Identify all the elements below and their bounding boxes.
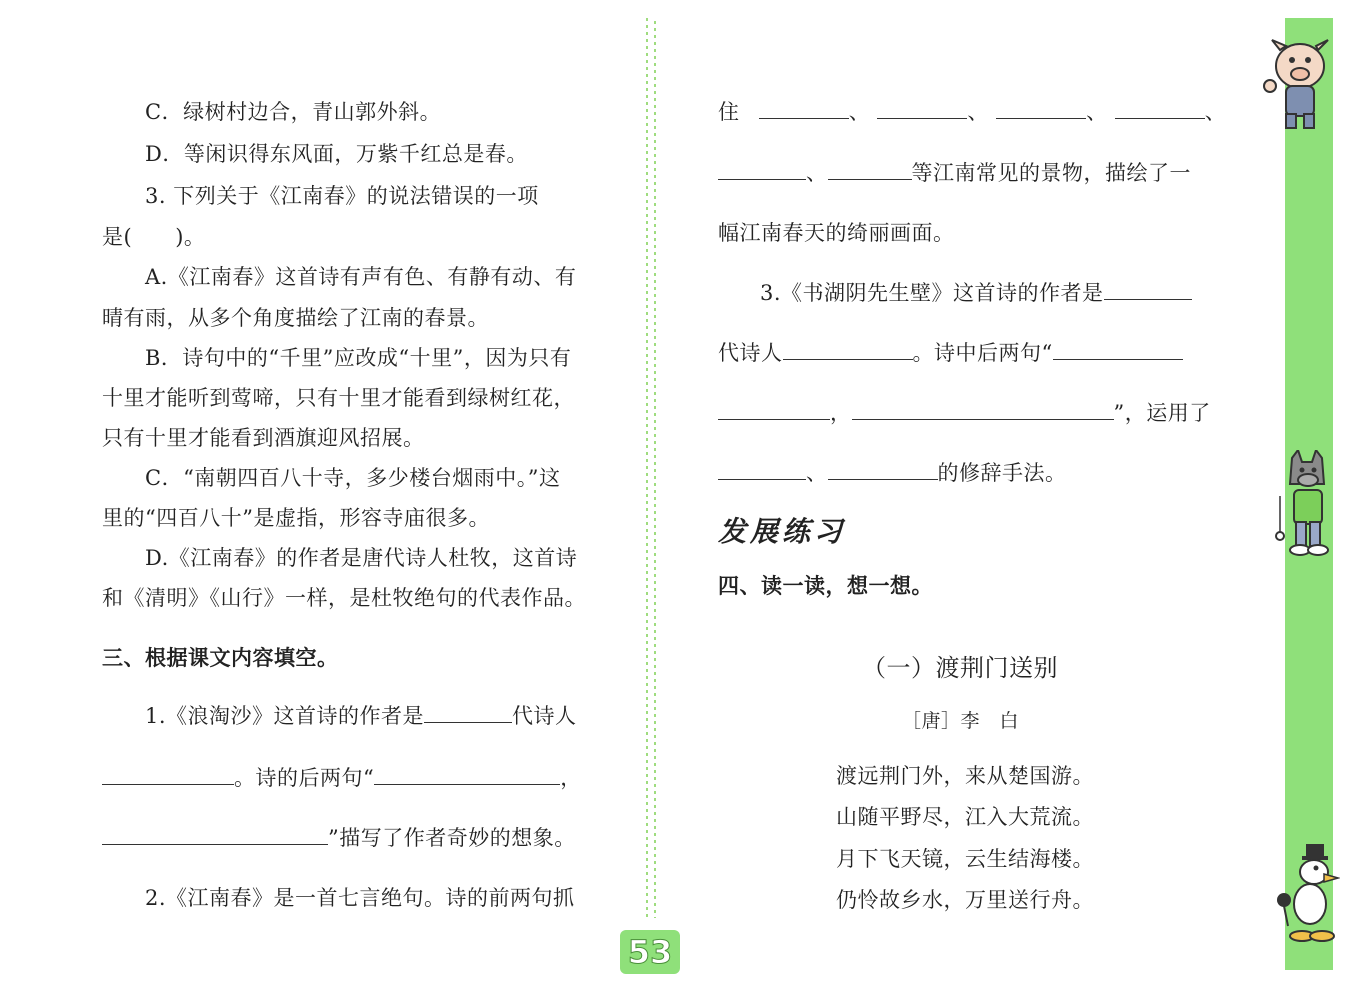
separator: 、 [806, 161, 828, 185]
poem-title: （一）渡荆门送别 [862, 654, 1058, 682]
development-practice-title: 发展练习 [718, 515, 847, 548]
fill3-text-a: 3.《书湖阴先生壁》这首诗的作者是 [760, 281, 1104, 305]
q3-option-a-2: 晴有雨，从多个角度描绘了江南的春景。 [102, 306, 489, 330]
left-page [0, 0, 640, 987]
separator: 、 [848, 100, 871, 124]
q3-option-a-1: A.《江南春》这首诗有声有色、有静有动、有 [145, 265, 577, 289]
fill2-text-zhu: 住 [718, 100, 740, 124]
poem-line-4: 仍怜故乡水，万里送行舟。 [836, 888, 1094, 912]
page-number: 53 [620, 930, 680, 974]
poem-line-3: 月下飞天镜，云生结海楼。 [836, 847, 1094, 871]
fill2-text-b: 等江南常见的景物，描绘了一 [911, 161, 1191, 185]
q2-option-c: C．绿树村边合，青山郭外斜。 [145, 100, 442, 124]
fill3-line1 [760, 277, 1192, 307]
separator: 、 [967, 100, 989, 124]
q3-stem-2: 是( )。 [102, 225, 206, 249]
fill3-text-b: 代诗人 [718, 341, 783, 365]
fill1-blank-dynasty[interactable] [424, 702, 512, 723]
fill3-blank-verse1a[interactable] [1053, 339, 1183, 360]
fill2-line1: 2.《江南春》是一首七言绝句。诗的前两句抓 [145, 886, 575, 910]
fill3-text-d: ， [830, 401, 852, 425]
fill2-blank-2[interactable] [877, 98, 967, 119]
poem-line-1: 渡远荆门外，来从楚国游。 [836, 764, 1094, 788]
fill2-blank-5[interactable] [718, 159, 806, 180]
fill3-blank-verse1b[interactable] [718, 399, 830, 420]
fill2-blank-6[interactable] [828, 159, 912, 180]
separator: 、 [1086, 100, 1108, 124]
fill1-line1 [145, 700, 577, 730]
q3-option-b-3: 只有十里才能看到酒旗迎风招展。 [102, 426, 425, 450]
fill2-line4: 幅江南春天的绮丽画面。 [718, 221, 955, 245]
q3-option-b-2: 十里才能听到莺啼，只有十里才能看到绿树红花， [102, 386, 575, 410]
right-page [660, 0, 1350, 987]
poem-line-2: 山随平野尽，江入大荒流。 [836, 805, 1094, 829]
separator: 、 [1204, 100, 1227, 124]
fill3-blank-verse2[interactable] [852, 399, 1114, 420]
q3-option-d-1: D.《江南春》的作者是唐代诗人杜牧，这首诗 [145, 546, 578, 570]
fill3-blank-rhetoric2[interactable] [828, 459, 938, 480]
q2-option-d: D．等闲识得东风面，万紫千红总是春。 [145, 142, 528, 166]
fill2-blank-4[interactable] [1115, 98, 1205, 119]
fill2-line2 [718, 96, 1226, 126]
fill3-blank-poet[interactable] [783, 339, 913, 360]
fill1-text-e: ”描写了作者奇妙的想象。 [328, 826, 576, 850]
fill1-text-a: 1.《浪淘沙》这首诗的作者是 [145, 704, 425, 728]
fill1-blank-poet[interactable] [102, 764, 234, 785]
fill2-blank-1[interactable] [759, 98, 849, 119]
fill3-blank-rhetoric1[interactable] [718, 459, 806, 480]
fill3-text-f: 的修辞手法。 [937, 461, 1067, 485]
page-gutter [644, 18, 658, 918]
fill1-text-c: 。诗的后两句“ [234, 766, 375, 790]
fill2-line3 [718, 157, 1191, 187]
fill2-blank-3[interactable] [996, 98, 1086, 119]
fill1-text-b: 代诗人 [512, 704, 577, 728]
fill3-line4 [718, 457, 1067, 487]
separator: 、 [806, 461, 828, 485]
fill3-line3 [718, 397, 1211, 427]
section3-title: 三、根据课文内容填空。 [102, 646, 339, 670]
q3-option-c-1: C．“南朝四百八十寺，多少楼台烟雨中。”这 [145, 466, 561, 490]
fill1-blank-verse1[interactable] [374, 764, 560, 785]
q3-option-b-1: B．诗句中的“千里”应改成“十里”，因为只有 [145, 346, 572, 370]
fill1-line2 [102, 762, 582, 792]
fill1-line3 [102, 822, 576, 852]
q3-stem-1: 3. 下列关于《江南春》的说法错误的一项 [145, 184, 539, 208]
wolf-mascot-icon [1272, 450, 1340, 560]
q3-option-d-2: 和《清明》《山行》一样，是杜牧绝句的代表作品。 [102, 586, 586, 610]
fill1-blank-verse2[interactable] [102, 824, 328, 845]
q3-option-c-2: 里的“四百八十”是虚指，形容寺庙很多。 [102, 506, 490, 530]
fill3-blank-dynasty[interactable] [1104, 279, 1192, 300]
fill3-text-e: ”，运用了 [1113, 401, 1211, 425]
section4-title: 四、读一读，想一想。 [718, 574, 933, 598]
fill3-line2 [718, 337, 1183, 367]
fill1-text-d: ， [560, 766, 582, 790]
duck-mascot-icon [1272, 840, 1340, 944]
pig-mascot-icon [1258, 36, 1338, 132]
poem-author: ［唐］李 白 [902, 710, 1020, 732]
fill3-text-c: 。诗中后两句“ [912, 341, 1053, 365]
